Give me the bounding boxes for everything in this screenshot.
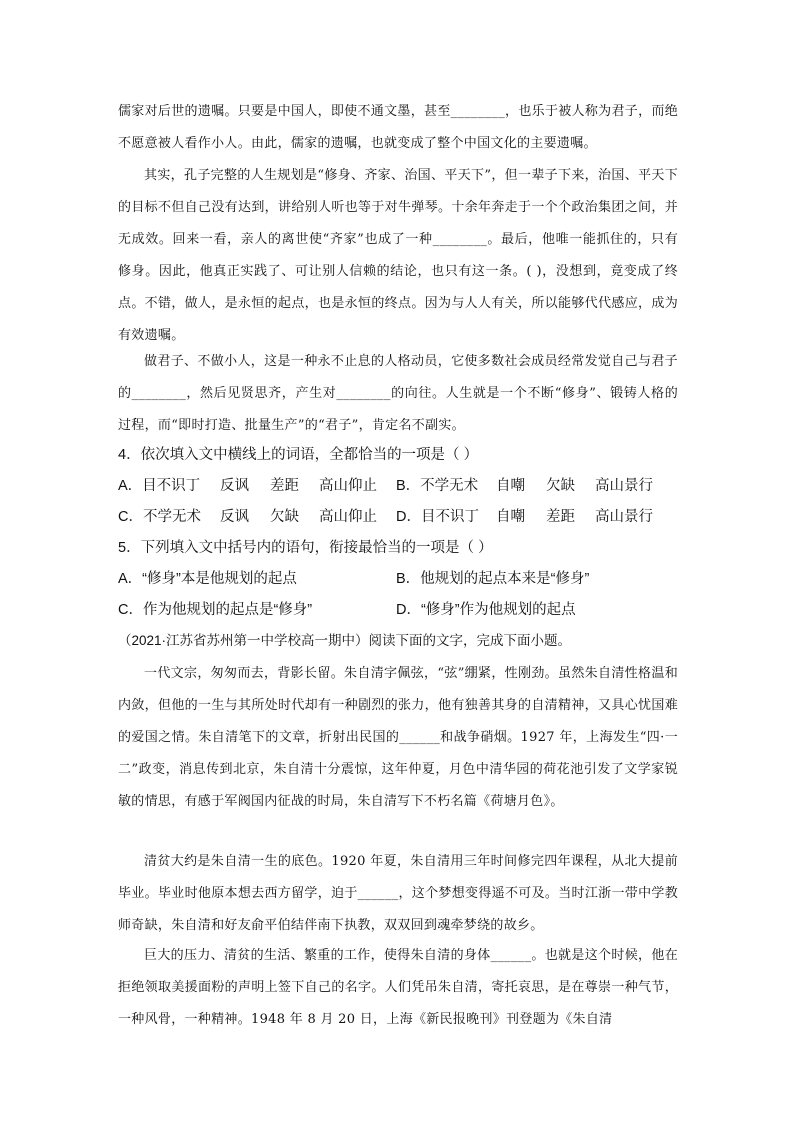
question-5-options-row-1: [118, 564, 698, 595]
q4-option-c-word-3: 欠缺: [270, 509, 299, 525]
q5-option-a: A．“修身”本是他规划的起点: [118, 571, 297, 587]
q4-option-c-label: C．不学无术: [118, 509, 201, 525]
reading-source-line: （2021·江苏省苏州第一中学校高一期中）阅读下面的文字，完成下面小题。: [118, 633, 572, 648]
passage2-paragraph-1: 一代文宗，匆匆而去，背影长留。朱自清字佩弦，“弦”绷紧，性刚劲。虽然朱自清性格温和内敛，但他的一生与其所处时代却有一种剧烈的张力，他有独善其身的自清精神，又具心忧国难的爱国之情。朱自清笔下的文章，折射出民国的______和战争硝烟。1927 年，上海发生“四·一二”政变，消息传到北京，朱自清十分震惊，这年仲夏，月色中清华园的荷花池引发了文学家锐敏的情思，有感于军阀国内征战的时局，朱自清写下不朽名篇《荷塘月色》。: [118, 666, 678, 809]
q4-option-a-word-3: 差距: [270, 478, 299, 494]
passage1-paragraph-1: 儒家对后世的遗嘱。只要是中国人，即使不通文墨，甚至________，也乐于被人称为君子，而绝不愿意被人看作小人。由此，儒家的遗嘱，也就变成了整个中国文化的主要遗嘱。: [118, 104, 678, 151]
q4-option-a-word-2: 反讽: [220, 478, 249, 494]
q5-option-b: B．他规划的起点本来是“修身”: [396, 571, 590, 587]
q4-option-b-label: B．不学无术: [396, 478, 479, 494]
passage2-paragraph-2: 清贫大约是朱自清一生的底色。1920 年夏，朱自清用三年时间修完四年课程，从北大提前毕业。毕业时他原本想去西方留学，迫于______，这个梦想变得遥不可及。当时江浙一带中学教师奇缺，朱自清和好友俞平伯结伴南下执教，双双回到魂牵梦绕的故乡。: [118, 854, 678, 933]
q4-option-b-word-4: 高山景行: [595, 478, 653, 494]
question-5-options-row-2: [118, 595, 698, 626]
passage1-paragraph-2: 其实，孔子完整的人生规划是“修身、齐家、治国、平天下”，但一辈子下来，治国、平天下的目标不但自己没有达到，讲给别人听也等于对牛弹琴。十余年奔走于一个个政治集团之间，并无成效。回来一看，亲人的离世使“齐家”也成了一种________。最后，他唯一能抓住的，只有修身。因此，他真正实践了、可让别人信赖的结论，也只有这一条。( )，没想到，竟变成了终点。不错，做人，是永恒的起点，也是永恒的终点。因为与人人有关，所以能够代代感应，成为有效遗嘱。: [118, 168, 678, 343]
q4-option-d-word-2: 自嘲: [496, 509, 525, 525]
question-4-options-row-2: [118, 502, 698, 533]
q4-option-b-word-3: 欠缺: [546, 478, 575, 494]
passage2-paragraph-3: 巨大的压力、清贫的生活、繁重的工作，使得朱自清的身体______。也就是这个时候，他在拒绝领取美援面粉的声明上签下自己的名字。人们凭吊朱自清，寄托哀思，是在尊崇一种气节，一种风骨，一种精神。1948 年 8 月 20 日，上海《新民报晚刊》刊登题为《朱自清: [118, 948, 678, 1027]
q4-option-b-word-2: 自嘲: [496, 478, 525, 494]
q4-option-c-word-4: 高山仰止: [319, 509, 377, 525]
q4-option-c-word-2: 反讽: [220, 509, 249, 525]
q5-option-c: C．作为他规划的起点是“修身”: [118, 602, 313, 618]
q4-option-d-label: D．目不识丁: [396, 509, 479, 525]
q4-option-d-word-3: 差距: [546, 509, 575, 525]
q4-option-a-word-4: 高山仰止: [319, 478, 377, 494]
passage1-paragraph-3: 做君子、不做小人，这是一种永不止息的人格动员，它使多数社会成员经常发觉自己与君子的________，然后见贤思齐，产生对________的向往。人生就是一个不断“修身”、锻铸人格的过程，而“即时打造、批量生产”的“君子”，肯定名不副实。: [118, 354, 678, 433]
q4-option-d-word-4: 高山景行: [595, 509, 653, 525]
question-4-options-row-1: [118, 471, 698, 502]
q5-option-d: D．“修身”作为他规划的起点: [396, 602, 576, 618]
q4-option-a-label: A．目不识丁: [118, 478, 201, 494]
question-4-stem: 4．依次填入文中横线上的词语，全都恰当的一项是（ ）: [118, 447, 479, 463]
question-5-stem: 5．下列填入文中括号内的语句，衔接最恰当的一项是（ ）: [118, 540, 493, 556]
